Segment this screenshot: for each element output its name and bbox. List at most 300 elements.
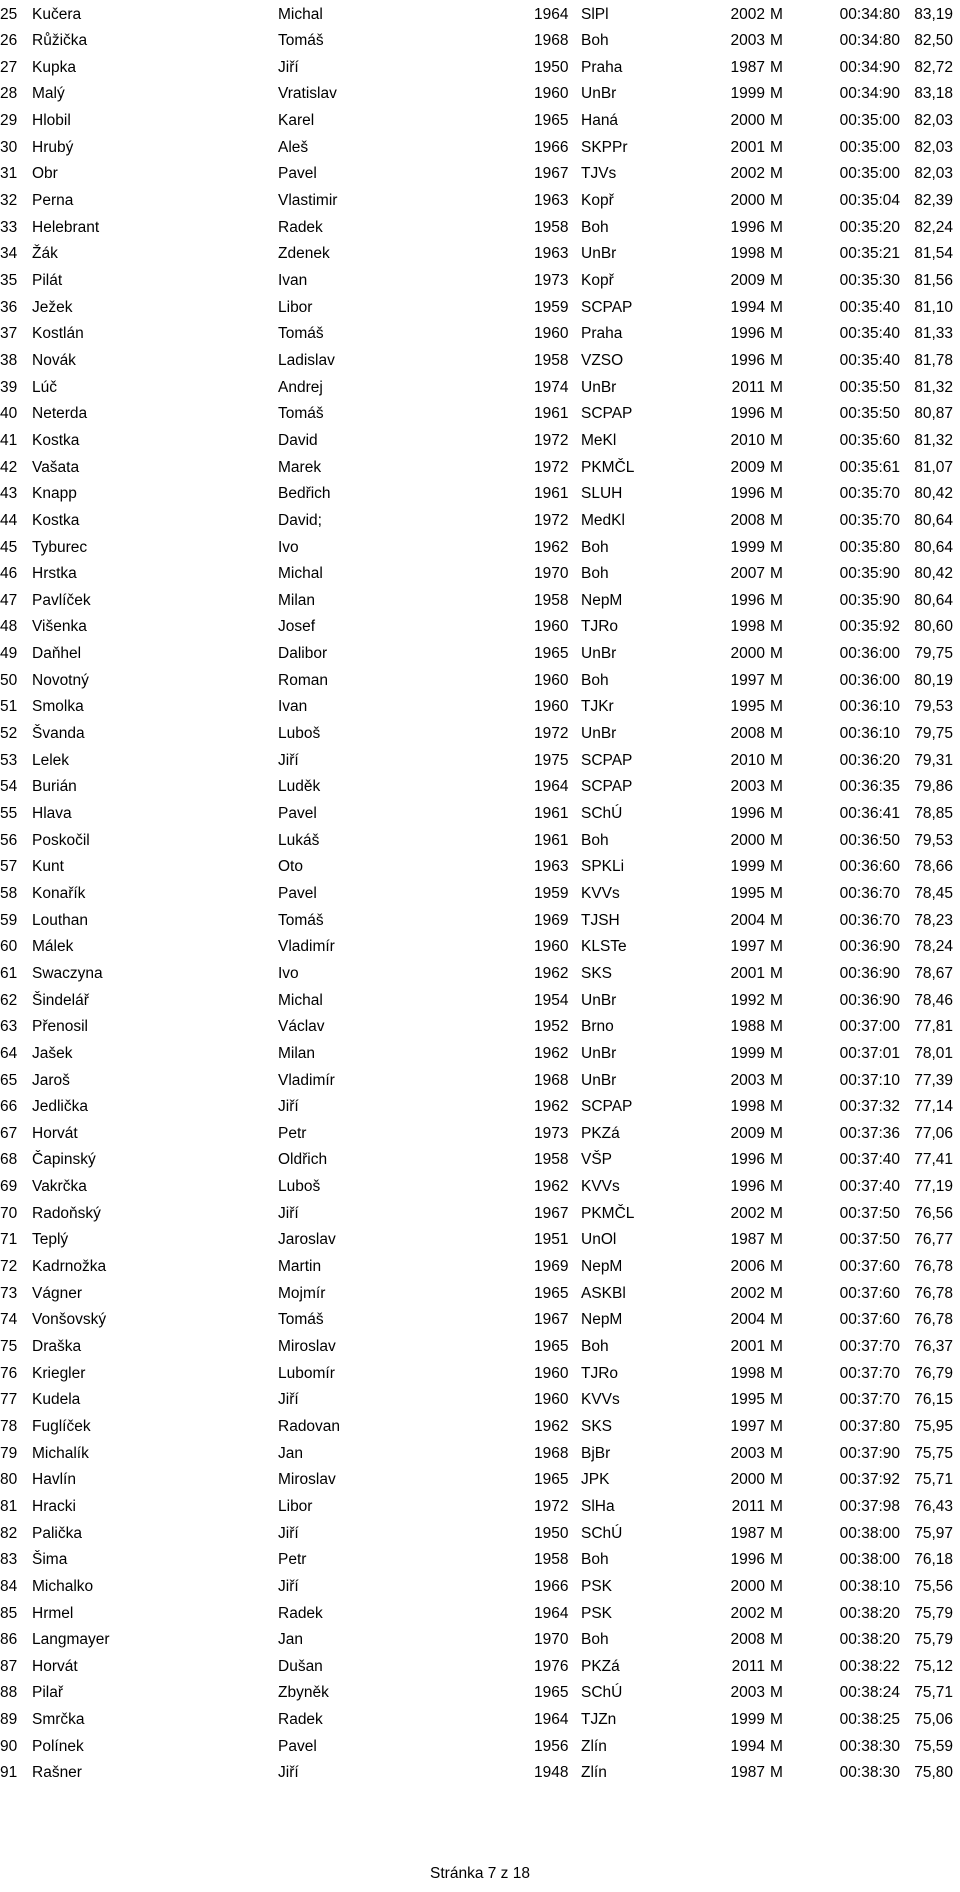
cell-birth-year: 1962 [534,1044,569,1062]
cell-rank: 87 [0,1657,18,1675]
cell-record-year: 2003 [730,32,765,50]
cell-birth-year: 1962 [534,1098,569,1116]
cell-club: SKS [581,964,613,982]
cell-birth-year: 1963 [534,858,569,876]
cell-category: M [770,858,783,876]
cell-surname: Hrmel [32,1604,74,1622]
cell-points: 80,19 [914,671,953,689]
cell-surname: Hrubý [32,138,74,156]
cell-surname: Perna [32,192,74,210]
cell-first-name: Jan [278,1631,303,1649]
cell-rank: 54 [0,778,18,796]
cell-time: 00:36:00 [839,645,900,663]
cell-club: MeKl [581,431,617,449]
cell-first-name: Mojmír [278,1284,326,1302]
cell-time: 00:35:21 [839,245,900,263]
table-row [0,455,960,482]
cell-points: 80,42 [914,485,953,503]
cell-points: 81,07 [914,458,953,476]
cell-club: PKZá [581,1657,620,1675]
cell-rank: 65 [0,1071,18,1089]
table-row [0,401,960,428]
cell-rank: 77 [0,1391,18,1409]
cell-birth-year: 1950 [534,58,569,76]
cell-birth-year: 1963 [534,245,569,263]
cell-rank: 55 [0,805,18,822]
cell-time: 00:37:36 [839,1124,900,1142]
cell-time: 00:34:80 [839,5,900,23]
cell-points: 75,79 [914,1604,953,1622]
cell-points: 77,19 [914,1178,953,1196]
cell-surname: Vašata [32,458,80,476]
cell-category: M [770,431,783,449]
cell-points: 81,54 [914,245,953,263]
cell-birth-year: 1958 [534,1551,569,1569]
cell-club: Boh [581,1338,609,1355]
cell-time: 00:36:10 [839,698,900,716]
table-row [0,694,960,721]
cell-first-name: Jiří [278,751,299,769]
cell-points: 75,06 [914,1711,953,1729]
cell-rank: 29 [0,112,18,130]
cell-points: 78,66 [914,858,953,876]
cell-club: PSK [581,1577,613,1595]
cell-rank: 56 [0,831,18,849]
cell-record-year: 1999 [730,85,765,103]
cell-category: M [770,831,783,849]
cell-category: M [770,565,783,583]
cell-surname: Kostka [32,431,80,449]
cell-birth-year: 1965 [534,645,569,663]
cell-first-name: Tomáš [278,1311,324,1329]
cell-category: M [770,485,783,503]
cell-category: M [770,1631,783,1649]
cell-surname: Novák [32,351,76,369]
cell-surname: Lelek [32,751,70,769]
cell-rank: 89 [0,1711,18,1729]
cell-club: PKMČL [581,1204,635,1222]
cell-first-name: Pavel [278,1737,317,1755]
cell-rank: 85 [0,1604,18,1622]
cell-category: M [770,165,783,183]
cell-time: 00:36:10 [839,725,900,743]
cell-rank: 51 [0,698,18,716]
cell-rank: 57 [0,858,18,876]
cell-record-year: 1999 [730,1044,765,1062]
cell-surname: Polínek [32,1737,84,1755]
cell-surname: Hlobil [32,112,71,130]
table-row [0,1361,960,1388]
cell-rank: 46 [0,565,18,583]
cell-record-year: 1999 [730,1711,765,1729]
cell-time: 00:34:90 [839,58,900,76]
cell-category: M [770,405,783,423]
cell-category: M [770,964,783,982]
table-row [0,1547,960,1574]
cell-club: Boh [581,1551,609,1569]
cell-birth-year: 1972 [534,1497,569,1515]
cell-surname: Hrstka [32,565,77,583]
cell-birth-year: 1959 [534,884,569,902]
cell-club: UnBr [581,245,617,263]
cell-category: M [770,884,783,902]
table-row [0,881,960,908]
table-row [0,641,960,668]
table-row [0,1680,960,1707]
cell-birth-year: 1969 [534,1258,569,1276]
cell-record-year: 1996 [730,1551,765,1569]
cell-birth-year: 1952 [534,1018,569,1036]
cell-club: TJRo [581,1364,619,1382]
cell-points: 81,32 [914,431,953,449]
cell-first-name: Jiří [278,1204,299,1222]
cell-points: 75,80 [914,1764,953,1782]
cell-time: 00:38:20 [839,1604,900,1622]
table-row [0,428,960,455]
cell-time: 00:35:80 [839,538,900,556]
cell-first-name: Petr [278,1124,307,1142]
cell-points: 76,79 [914,1364,953,1382]
cell-category: M [770,1098,783,1116]
cell-rank: 52 [0,725,18,743]
table-row [0,1521,960,1548]
cell-club: UnBr [581,991,617,1009]
cell-surname: Višenka [32,618,87,636]
cell-record-year: 1988 [730,1018,765,1036]
cell-birth-year: 1965 [534,1284,569,1302]
cell-first-name: Pavel [278,805,317,822]
cell-birth-year: 1961 [534,831,569,849]
cell-time: 00:37:60 [839,1284,900,1302]
cell-first-name: Ivo [278,964,299,982]
table-row [0,1494,960,1521]
cell-points: 75,59 [914,1737,953,1755]
cell-first-name: Jan [278,1444,303,1462]
cell-points: 75,97 [914,1524,953,1542]
cell-time: 00:37:90 [839,1444,900,1462]
cell-first-name: Ivan [278,698,308,716]
cell-birth-year: 1972 [534,431,569,449]
cell-rank: 69 [0,1178,18,1196]
cell-record-year: 2011 [731,1497,765,1515]
cell-record-year: 2002 [730,1284,765,1302]
cell-time: 00:35:60 [839,431,900,449]
cell-rank: 38 [0,351,18,369]
cell-first-name: Radek [278,218,323,236]
cell-points: 82,03 [914,112,953,130]
cell-surname: Rašner [32,1764,82,1782]
cell-first-name: Martin [278,1258,322,1276]
cell-club: UnBr [581,378,617,396]
cell-points: 77,39 [914,1071,953,1089]
cell-category: M [770,1204,783,1222]
table-row [0,81,960,108]
table-row [0,774,960,801]
cell-birth-year: 1950 [534,1524,569,1542]
cell-first-name: Tomáš [278,325,324,343]
cell-first-name: Marek [278,458,322,476]
cell-surname: Čapinský [32,1151,96,1169]
table-row [0,934,960,961]
cell-surname: Švanda [32,725,85,743]
cell-birth-year: 1969 [534,911,569,929]
cell-club: Boh [581,565,609,583]
cell-record-year: 2011 [731,378,765,396]
cell-time: 00:36:20 [839,751,900,769]
table-row [0,375,960,402]
cell-category: M [770,911,783,929]
cell-category: M [770,751,783,769]
cell-surname: Knapp [32,485,77,503]
table-row [0,721,960,748]
cell-surname: Hlava [32,805,72,822]
cell-birth-year: 1958 [534,591,569,609]
cell-category: M [770,298,783,316]
cell-category: M [770,778,783,796]
cell-rank: 36 [0,298,18,316]
cell-record-year: 2003 [730,1071,765,1089]
cell-first-name: Tomáš [278,911,324,929]
table-row [0,1467,960,1494]
cell-category: M [770,378,783,396]
cell-record-year: 1987 [730,1231,765,1249]
cell-first-name: Bedřich [278,485,331,503]
cell-category: M [770,1231,783,1249]
cell-birth-year: 1961 [534,485,569,503]
cell-category: M [770,218,783,236]
cell-rank: 84 [0,1577,18,1595]
cell-surname: Poskočil [32,831,90,849]
table-row [0,1174,960,1201]
cell-surname: Fuglíček [32,1417,91,1435]
cell-points: 80,64 [914,591,953,609]
cell-category: M [770,1684,783,1702]
cell-rank: 68 [0,1151,18,1169]
cell-rank: 30 [0,138,18,156]
cell-rank: 91 [0,1764,18,1782]
cell-first-name: Radek [278,1604,323,1622]
cell-rank: 28 [0,85,18,103]
cell-club: VZSO [581,351,624,369]
cell-category: M [770,1524,783,1542]
cell-points: 75,71 [914,1684,953,1702]
cell-first-name: Vladimír [278,938,335,956]
cell-rank: 40 [0,405,18,423]
cell-time: 00:37:10 [839,1071,900,1089]
table-row [0,268,960,295]
cell-first-name: Vladimír [278,1071,335,1089]
cell-surname: Pavlíček [32,591,91,609]
cell-category: M [770,458,783,476]
cell-club: Boh [581,1631,609,1649]
cell-rank: 86 [0,1631,18,1649]
cell-first-name: Oto [278,858,303,876]
cell-first-name: Zdenek [278,245,330,263]
cell-birth-year: 1974 [534,378,569,396]
cell-birth-year: 1954 [534,991,569,1009]
cell-club: SCPAP [581,298,633,316]
cell-record-year: 1998 [730,618,765,636]
table-row [0,1654,960,1681]
cell-category: M [770,1044,783,1062]
cell-points: 75,95 [914,1417,953,1435]
cell-record-year: 1994 [730,1737,765,1755]
cell-points: 79,75 [914,725,953,743]
cell-category: M [770,618,783,636]
cell-club: Praha [581,325,623,343]
cell-surname: Jaroš [32,1071,70,1089]
cell-birth-year: 1968 [534,1071,569,1089]
cell-category: M [770,671,783,689]
cell-record-year: 1996 [730,351,765,369]
cell-surname: Žák [32,245,58,263]
cell-points: 78,23 [914,911,953,929]
cell-time: 00:35:70 [839,485,900,503]
cell-time: 00:35:50 [839,378,900,396]
cell-record-year: 1987 [730,1764,765,1782]
table-row [0,1574,960,1601]
cell-record-year: 2009 [730,272,765,289]
cell-time: 00:35:40 [839,298,900,316]
cell-points: 76,15 [914,1391,953,1409]
table-row [0,535,960,562]
cell-first-name: Ladislav [278,351,335,369]
cell-rank: 64 [0,1044,18,1062]
cell-club: Zlín [581,1737,607,1755]
cell-rank: 33 [0,218,18,236]
cell-points: 79,53 [914,698,953,716]
cell-birth-year: 1972 [534,511,569,529]
table-row [0,135,960,162]
cell-club: Brno [581,1018,614,1036]
cell-time: 00:34:80 [839,32,900,50]
cell-birth-year: 1972 [534,725,569,743]
cell-record-year: 1996 [730,591,765,609]
cell-category: M [770,938,783,956]
cell-record-year: 1996 [730,1178,765,1196]
cell-birth-year: 1960 [534,1391,569,1409]
cell-club: ASKBl [581,1284,626,1302]
cell-rank: 76 [0,1364,18,1382]
cell-category: M [770,1471,783,1489]
cell-category: M [770,32,783,50]
cell-record-year: 2000 [730,1577,765,1595]
cell-category: M [770,991,783,1009]
cell-rank: 58 [0,884,18,902]
cell-time: 00:37:40 [839,1151,900,1169]
table-row [0,1307,960,1334]
cell-record-year: 2001 [730,138,765,156]
table-row [0,1094,960,1121]
cell-record-year: 1997 [730,938,765,956]
cell-rank: 25 [0,5,18,23]
cell-birth-year: 1960 [534,1364,569,1382]
table-row [0,188,960,215]
cell-record-year: 2006 [730,1258,765,1276]
cell-points: 80,64 [914,538,953,556]
cell-category: M [770,1364,783,1382]
cell-points: 78,46 [914,991,953,1009]
table-row [0,1254,960,1281]
cell-surname: Kadrnožka [32,1258,107,1276]
cell-record-year: 1996 [730,485,765,503]
cell-club: JPK [581,1471,610,1489]
cell-rank: 78 [0,1417,18,1435]
cell-surname: Neterda [32,405,88,423]
cell-first-name: Vlastimir [278,192,338,210]
cell-rank: 83 [0,1551,18,1569]
cell-category: M [770,85,783,103]
cell-rank: 53 [0,751,18,769]
cell-surname: Teplý [32,1231,69,1249]
cell-time: 00:36:60 [839,858,900,876]
cell-surname: Burián [32,778,77,796]
cell-time: 00:38:25 [839,1711,900,1729]
cell-birth-year: 1964 [534,1711,569,1729]
cell-club: SLUH [581,485,623,503]
cell-category: M [770,1311,783,1329]
cell-record-year: 1999 [730,858,765,876]
cell-category: M [770,805,783,822]
table-row [0,561,960,588]
table-row [0,961,960,988]
cell-record-year: 1998 [730,1364,765,1382]
cell-birth-year: 1960 [534,938,569,956]
cell-category: M [770,1018,783,1036]
cell-record-year: 2010 [730,751,765,769]
cell-category: M [770,1551,783,1569]
cell-first-name: Dušan [278,1657,323,1675]
table-row [0,988,960,1015]
cell-points: 81,32 [914,378,953,396]
cell-first-name: Tomáš [278,32,324,50]
table-row [0,55,960,82]
cell-rank: 82 [0,1524,18,1542]
cell-first-name: Jiří [278,58,299,76]
table-row [0,1734,960,1761]
cell-birth-year: 1965 [534,1684,569,1702]
cell-surname: Hracki [32,1497,76,1515]
cell-first-name: Ivo [278,538,299,556]
cell-club: MedKl [581,511,625,529]
cell-record-year: 2000 [730,1471,765,1489]
cell-birth-year: 1960 [534,618,569,636]
cell-surname: Horvát [32,1124,78,1142]
cell-rank: 75 [0,1338,18,1355]
cell-rank: 27 [0,58,18,76]
cell-points: 82,39 [914,192,953,210]
cell-points: 77,06 [914,1124,953,1142]
cell-birth-year: 1967 [534,1311,569,1329]
cell-surname: Pilát [32,272,63,289]
cell-surname: Helebrant [32,218,100,236]
table-row [0,1627,960,1654]
cell-first-name: Radovan [278,1417,341,1435]
cell-first-name: Luboš [278,1178,321,1196]
cell-birth-year: 1959 [534,298,569,316]
cell-category: M [770,192,783,210]
cell-rank: 32 [0,192,18,210]
cell-birth-year: 1965 [534,1338,569,1355]
cell-first-name: Milan [278,1044,316,1062]
cell-category: M [770,245,783,263]
cell-points: 82,24 [914,218,953,236]
cell-surname: Kunt [32,858,64,876]
cell-rank: 47 [0,591,18,609]
cell-rank: 72 [0,1258,18,1276]
cell-points: 75,12 [914,1657,953,1675]
table-row [0,1760,960,1787]
